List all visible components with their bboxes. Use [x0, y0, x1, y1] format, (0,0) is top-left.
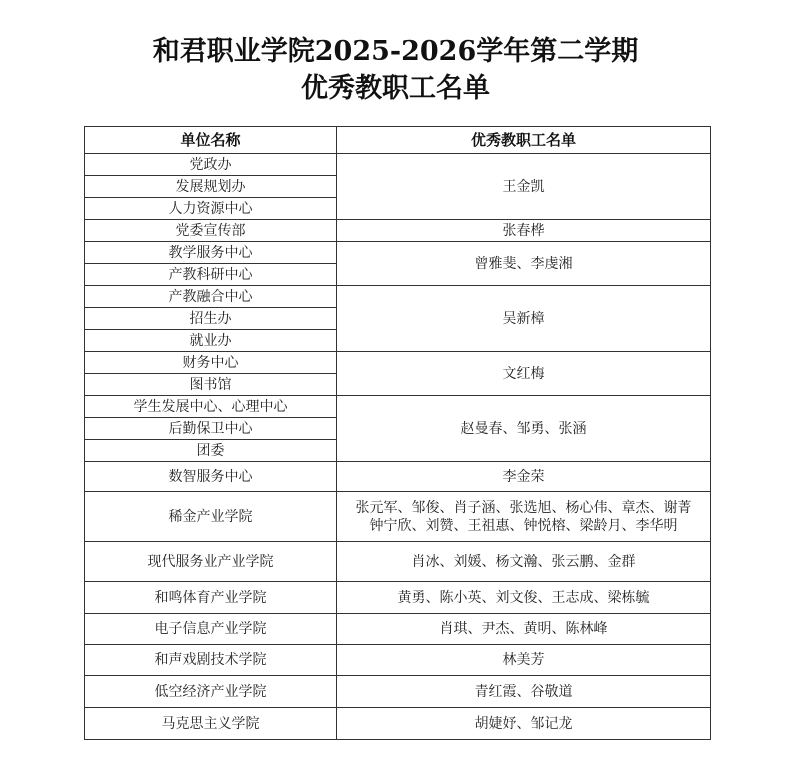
names-line: 张元军、邹俊、肖子涵、张选旭、杨心伟、章杰、谢菁	[355, 499, 692, 516]
unit-cell: 党委宣传部	[85, 220, 337, 242]
table-row	[85, 286, 711, 308]
names-cell: 赵曼春、邹勇、张涵	[337, 396, 711, 462]
unit-cell: 教学服务中心	[85, 242, 337, 264]
unit-cell: 马克思主义学院	[85, 708, 337, 740]
unit-cell: 招生办	[85, 308, 337, 330]
names-cell: 李金荣	[337, 462, 711, 492]
names-cell: 肖琪、尹杰、黄明、陈林峰	[337, 614, 711, 645]
unit-cell: 就业办	[85, 330, 337, 352]
names-cell: 文红梅	[337, 352, 711, 396]
names-cell: 张春桦	[337, 220, 711, 242]
roster-table	[84, 126, 711, 740]
table-row	[85, 154, 711, 176]
unit-cell: 和声戏剧技术学院	[85, 645, 337, 676]
header-staff-names: 优秀教职工名单	[337, 127, 711, 154]
table-row	[85, 352, 711, 374]
names-cell: 胡婕妤、邹记龙	[337, 708, 711, 740]
table-row	[85, 542, 711, 582]
unit-cell: 产教融合中心	[85, 286, 337, 308]
table-header-row	[85, 127, 711, 154]
unit-cell: 团委	[85, 440, 337, 462]
document-subtitle: 优秀教职工名单	[301, 73, 490, 104]
table-row	[85, 676, 711, 708]
document-title: 和君职业学院2025-2026学年第二学期	[152, 36, 639, 67]
names-cell: 王金凯	[337, 154, 711, 220]
unit-cell: 产教科研中心	[85, 264, 337, 286]
names-cell: 曾雅斐、李虔湘	[337, 242, 711, 286]
names-line: 钟宁欣、刘赞、王祖惠、钟悦榕、梁龄月、李华明	[369, 517, 678, 534]
unit-cell: 发展规划办	[85, 176, 337, 198]
table-row	[85, 708, 711, 740]
unit-cell: 和鸣体育产业学院	[85, 582, 337, 614]
unit-cell: 学生发展中心、心理中心	[85, 396, 337, 418]
names-cell: 吴新樟	[337, 286, 711, 352]
unit-cell: 稀金产业学院	[85, 492, 337, 542]
unit-cell: 后勤保卫中心	[85, 418, 337, 440]
names-cell: 黄勇、陈小英、刘文俊、王志成、梁栋毓	[337, 582, 711, 614]
unit-cell: 低空经济产业学院	[85, 676, 337, 708]
unit-cell: 财务中心	[85, 352, 337, 374]
names-cell: 肖冰、刘媛、杨文瀚、张云鹏、金群	[337, 542, 711, 582]
table-row	[85, 645, 711, 676]
names-cell: 青红霞、谷敬道	[337, 676, 711, 708]
table-row	[85, 220, 711, 242]
unit-cell: 数智服务中心	[85, 462, 337, 492]
unit-cell: 电子信息产业学院	[85, 614, 337, 645]
table-row	[85, 242, 711, 264]
table-row	[85, 462, 711, 492]
names-cell	[337, 492, 711, 542]
table-row	[85, 614, 711, 645]
table-row	[85, 582, 711, 614]
table-row	[85, 396, 711, 418]
table-row	[85, 492, 711, 542]
names-cell: 林美芳	[337, 645, 711, 676]
unit-cell: 现代服务业产业学院	[85, 542, 337, 582]
header-unit-name: 单位名称	[85, 127, 337, 154]
unit-cell: 图书馆	[85, 374, 337, 396]
unit-cell: 人力资源中心	[85, 198, 337, 220]
unit-cell: 党政办	[85, 154, 337, 176]
